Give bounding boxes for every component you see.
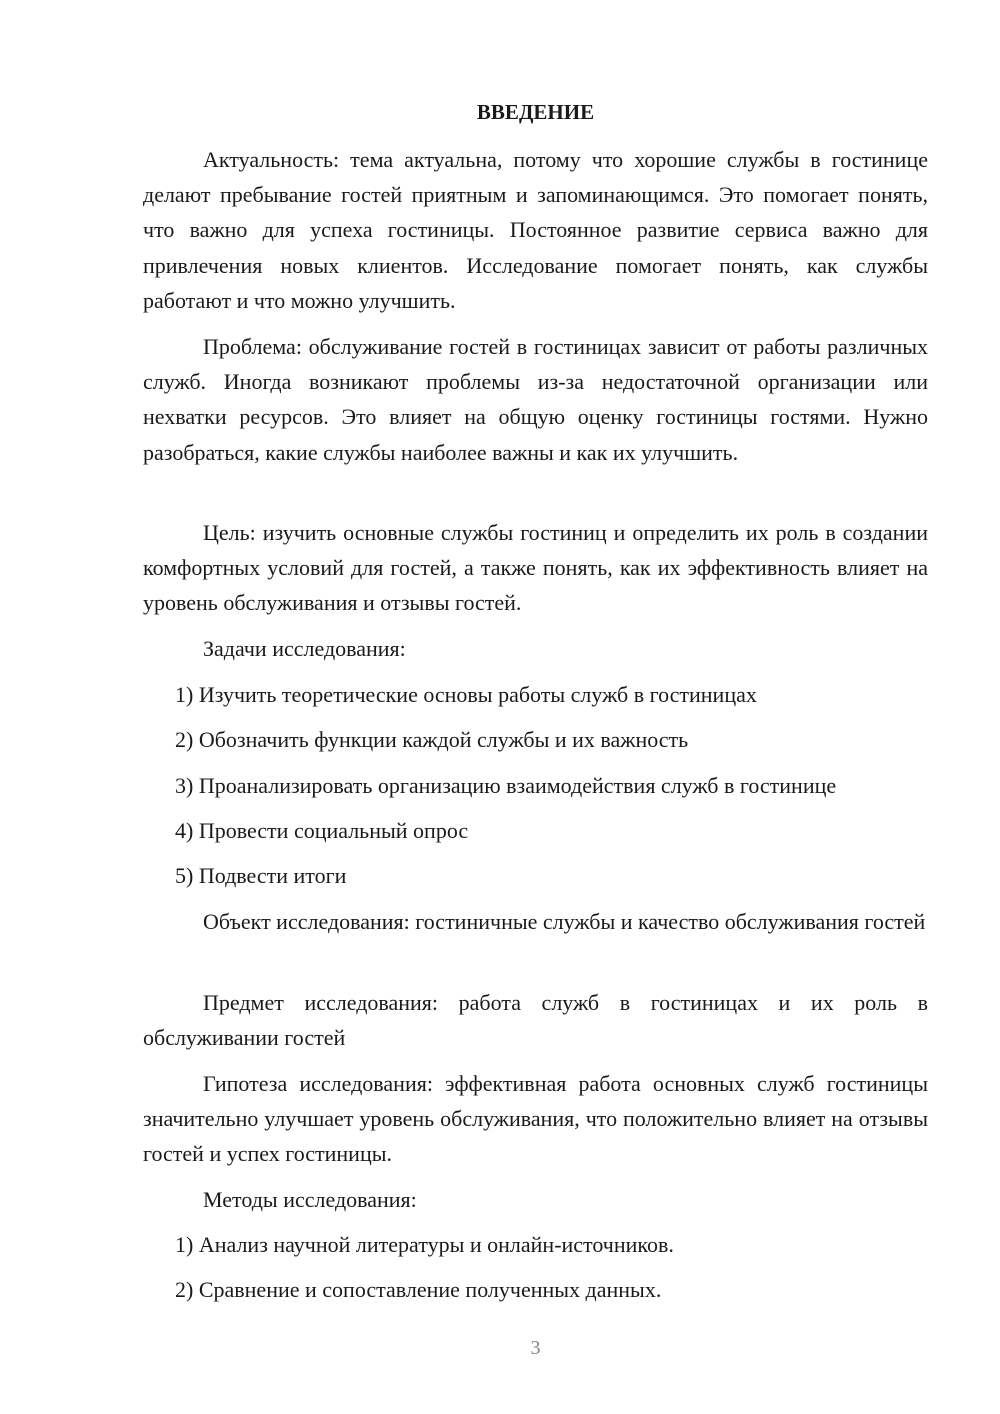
task-item-5: 5) Подвести итоги <box>175 863 347 888</box>
methods-heading: Методы исследования: <box>203 1187 417 1212</box>
page-title: ВВЕДЕНИЕ <box>476 100 595 124</box>
hypothesis-paragraph: Гипотеза исследования: эффективная работа основных служб гостиницы значительно улучшает уровень обслуживания, что положительно влияет на отзывы гостей и успех гостиницы. <box>143 1071 928 1167</box>
method-item-1: 1) Анализ научной литературы и онлайн-источников. <box>175 1232 674 1257</box>
subject-paragraph: Предмет исследования: работа служб в гостиницах и их роль в обслуживании гостей <box>143 990 928 1051</box>
page-number: 3 <box>530 1337 541 1359</box>
task-item-4: 4) Провести социальный опрос <box>175 818 469 843</box>
object-paragraph: Объект исследования: гостиничные службы и качество обслуживания гостей <box>203 909 926 934</box>
relevance-paragraph: Актуальность: тема актуальна, потому что хорошие службы в гостинице делают пребывание гостей приятным и запоминающимся. Это помогает понять, что важно для успеха гостиницы. Постоянное развитие сервиса важно для привлечения новых клиентов. Исследование помогает понять, как службы работают и что можно улучшить. <box>143 147 928 313</box>
tasks-heading: Задачи исследования: <box>203 636 406 661</box>
task-item-2: 2) Обозначить функции каждой службы и их важность <box>175 727 689 752</box>
problem-paragraph: Проблема: обслуживание гостей в гостиницах зависит от работы различных служб. Иногда возникают проблемы из-за недостаточной организации или нехватки ресурсов. Это влияет на общую оценку гостиницы гостями. Нужно разобраться, какие службы наиболее важны и как их улучшить. <box>143 334 928 465</box>
document-page <box>143 0 928 1414</box>
method-item-2: 2) Сравнение и сопоставление полученных данных. <box>175 1277 662 1302</box>
task-item-1: 1) Изучить теоретические основы работы служб в гостиницах <box>175 682 757 707</box>
task-item-3: 3) Проанализировать организацию взаимодействия служб в гостинице <box>175 773 837 798</box>
goal-paragraph: Цель: изучить основные службы гостиниц и определить их роль в создании комфортных условий для гостей, а также понять, как их эффективность влияет на уровень обслуживания и отзывы гостей. <box>143 520 928 616</box>
